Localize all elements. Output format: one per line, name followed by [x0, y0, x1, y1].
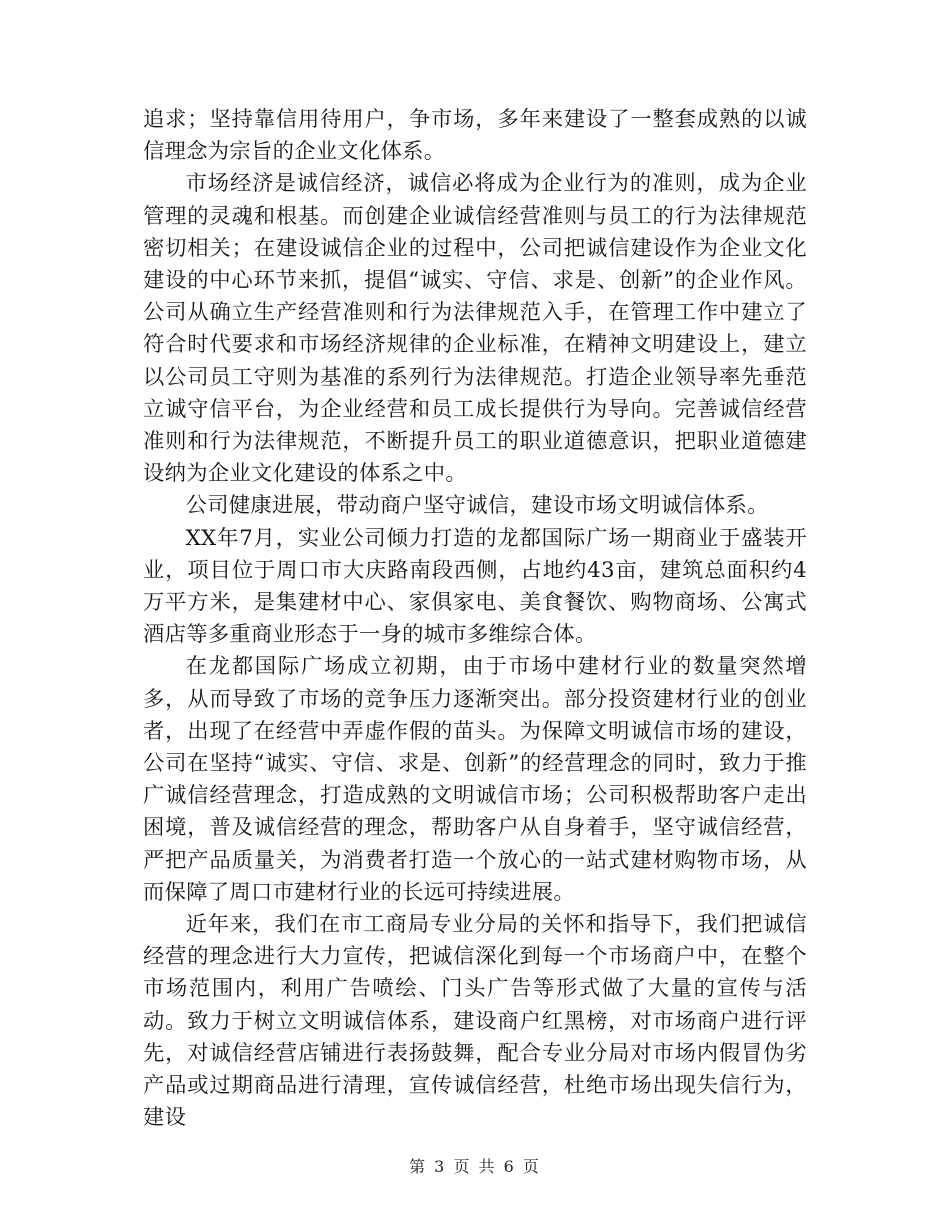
- paragraph-continuation: 追求；坚持靠信用待用户，争市场，多年来建设了一整套成熟的以诚信理念为宗旨的企业文化体系。: [143, 107, 807, 165]
- document-body: [143, 104, 807, 1135]
- paragraph: 公司健康进展，带动商户坚守诚信，建设市场文明诚信体系。: [185, 493, 769, 519]
- paragraph: 在龙都国际广场成立初期，由于市场中建材行业的数量突然增多，从而导致了市场的竞争压力逐渐突出。部分投资建材行业的创业者，出现了在经营中弄虚作假的苗头。为保障文明诚信市场的建设，公司在坚持“诚实、守信、求是、创新”的经营理念的同时，致力于推广诚信经营理念，打造成熟的文明诚信市场；公司积极帮助客户走出困境，普及诚信经营的理念，帮助客户从自身着手，坚守诚信经营，严把产品质量关，为消费者打造一个放心的一站式建材购物市场，从而保障了周口市建材行业的长远可持续进展。: [143, 654, 807, 905]
- paragraph: 近年来，我们在市工商局专业分局的关怀和指导下，我们把诚信经营的理念进行大力宣传，把诚信深化到每一个市场商户中，在整个市场范围内，利用广告喷绘、门头广告等形式做了大量的宣传与活动。致力于树立文明诚信体系，建设商户红黑榜，对市场商户进行评先，对诚信经营店铺进行表扬鼓舞，配合专业分局对市场内假冒伪劣产品或过期商品进行清理，宣传诚信经营，杜绝市场出现失信行为，建设: [143, 912, 807, 1131]
- page-number-footer: 第 3 页 共 6 页: [409, 1157, 541, 1176]
- paragraph: 市场经济是诚信经济，诚信必将成为企业行为的准则，成为企业管理的灵魂和根基。而创建企业诚信经营准则与员工的行为法律规范密切相关；在建设诚信企业的过程中，公司把诚信建设作为企业文化建设的中心环节来抓，提倡“诚实、守信、求是、创新”的企业作风。公司从确立生产经营准则和行为法律规范入手，在管理工作中建立了符合时代要求和市场经济规律的企业标准，在精神文明建设上，建立以公司员工守则为基准的系列行为法律规范。打造企业领导率先垂范立诚守信平台，为企业经营和员工成长提供行为导向。完善诚信经营准则和行为法律规范，不断提升员工的职业道德意识，把职业道德建设纳为企业文化建设的体系之中。: [143, 171, 807, 487]
- paragraph: XX年7月，实业公司倾力打造的龙都国际广场一期商业于盛装开业，项目位于周口市大庆路南段西侧，占地约43亩，建筑总面积约4万平方米，是集建材中心、家俱家电、美食餐饮、购物商场、公寓式酒店等多重商业形态于一身的城市多维综合体。: [143, 525, 807, 648]
